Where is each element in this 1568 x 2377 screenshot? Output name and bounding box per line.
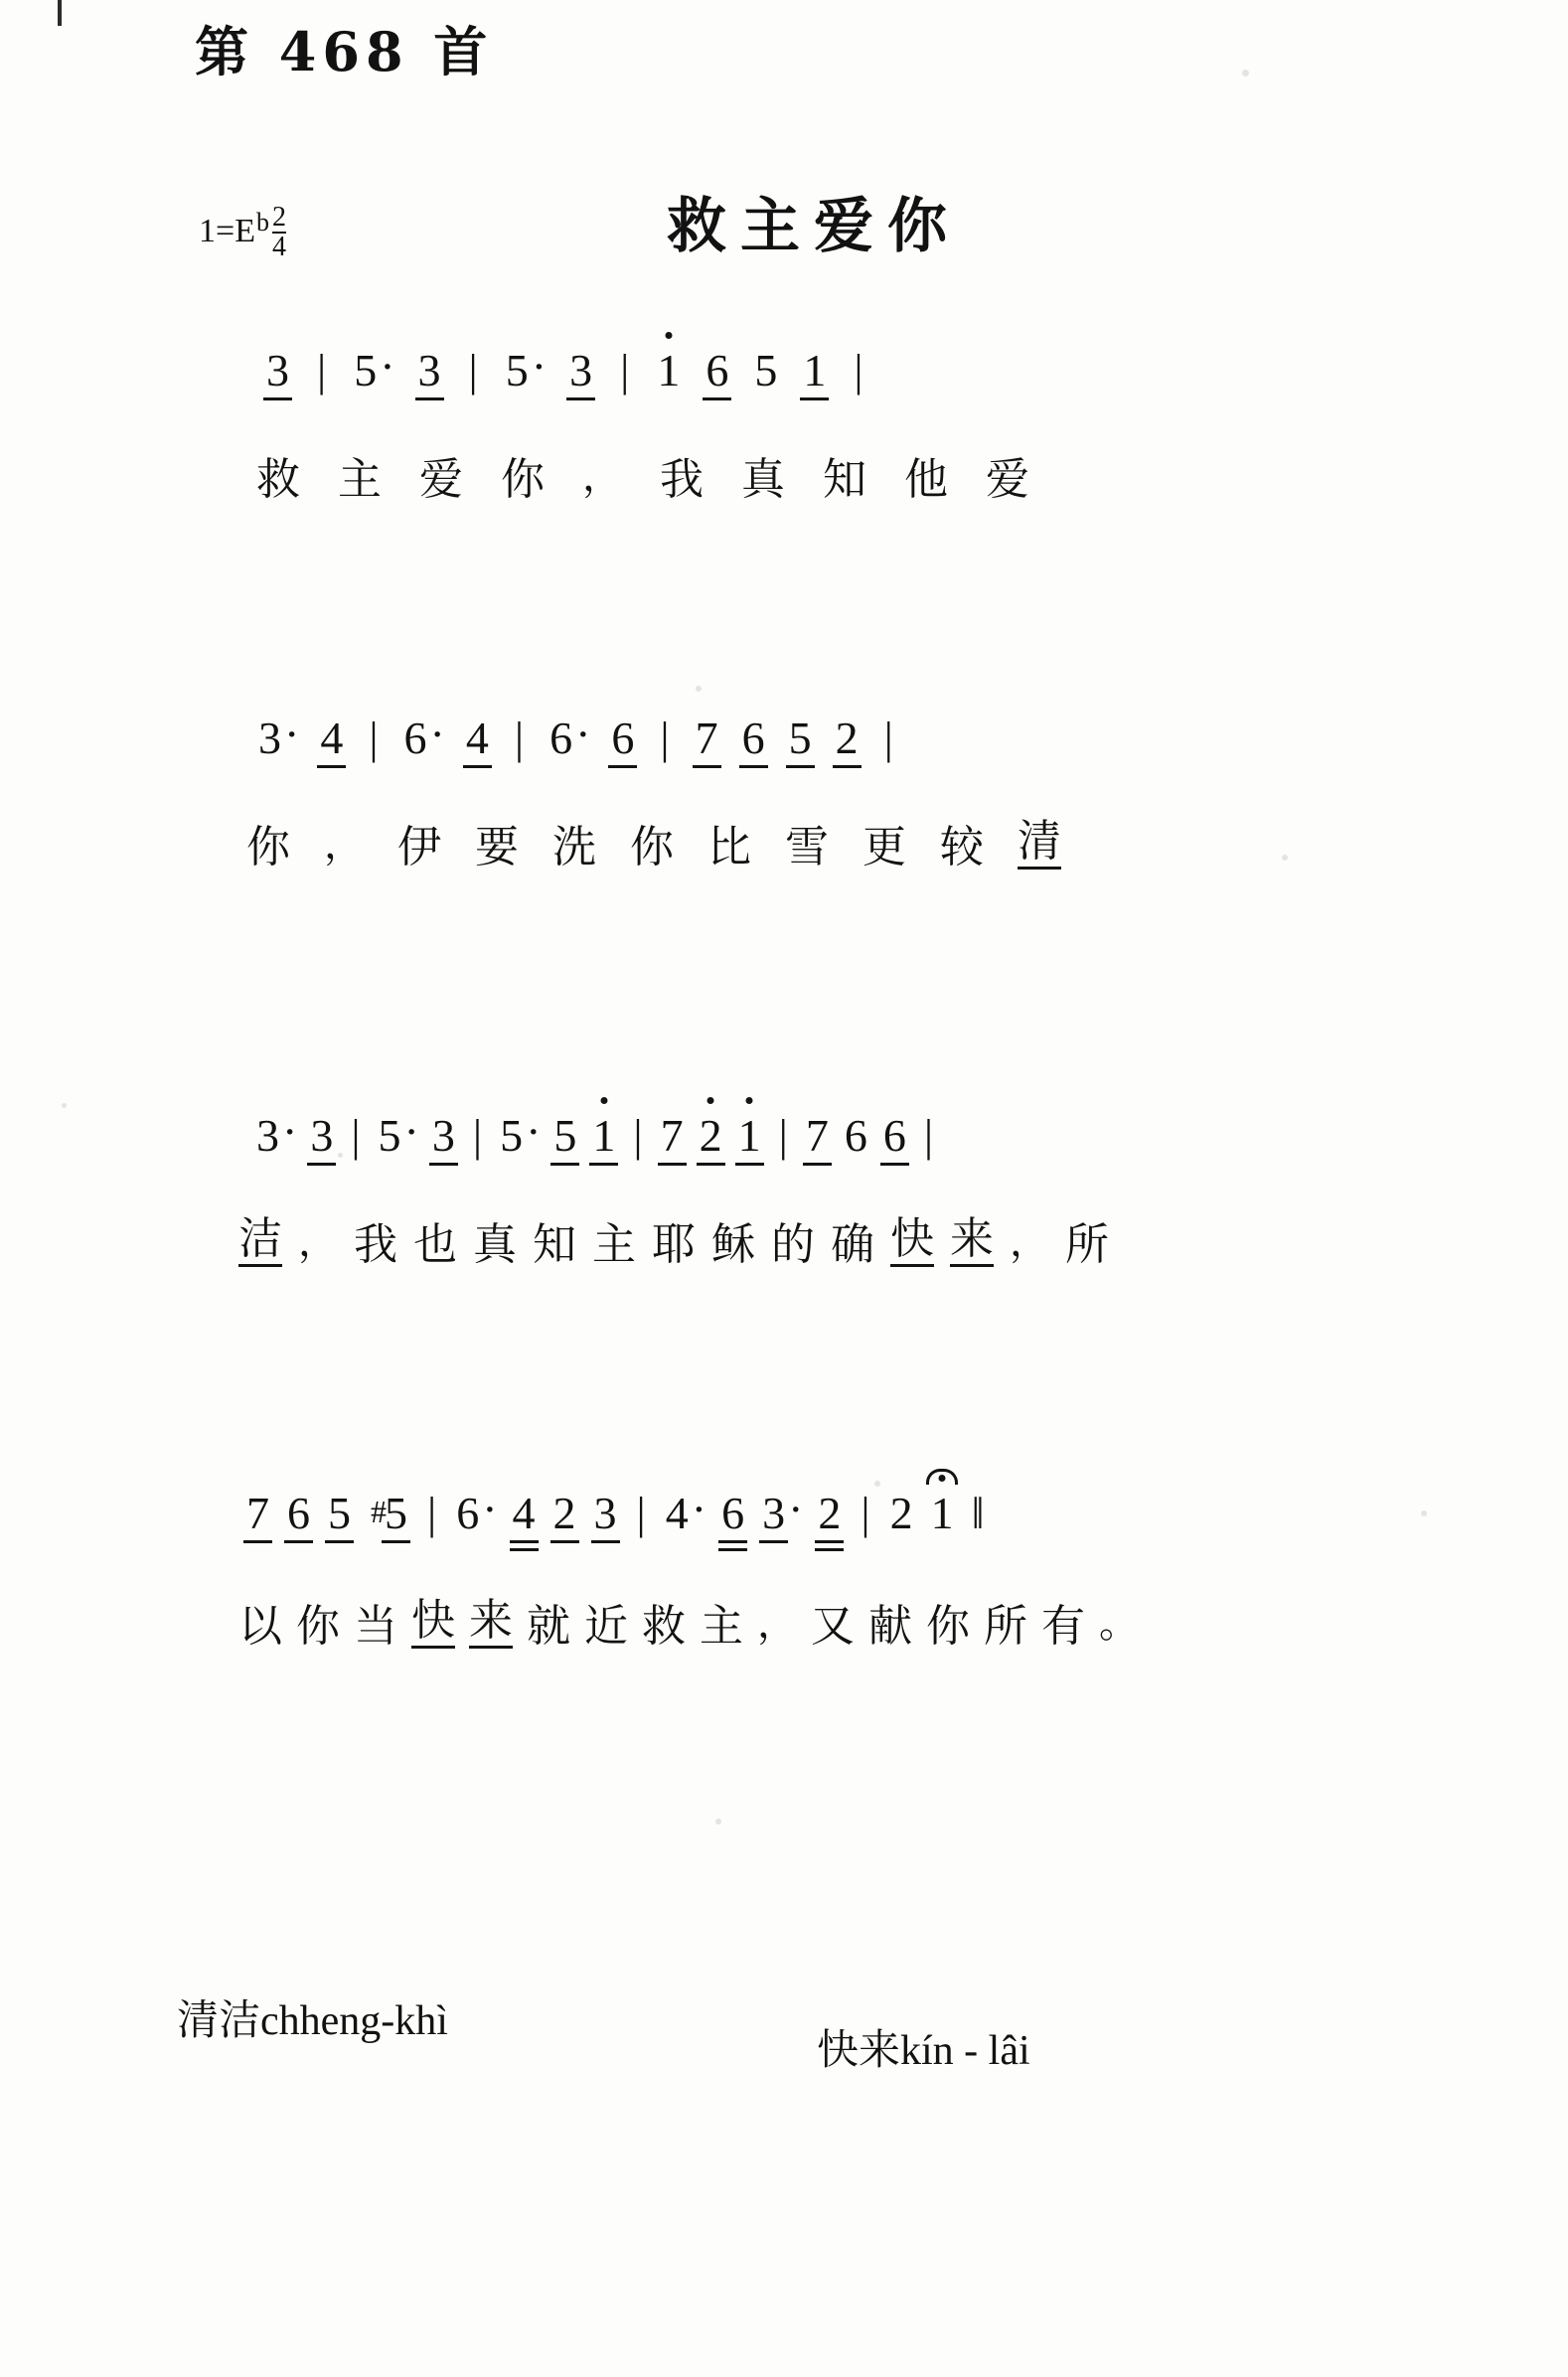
lyric-character: 雪	[785, 822, 829, 872]
lyric-character: 快	[411, 1599, 455, 1649]
lyric-character: 主	[592, 1219, 636, 1270]
barline: |	[636, 1488, 646, 1538]
barline: |	[620, 345, 630, 396]
note-digit: 1	[737, 1110, 761, 1161]
barline: |	[472, 1110, 483, 1161]
lyric-character: 当	[354, 1601, 397, 1652]
lyrics-row	[0, 1210, 1568, 1270]
note-5	[328, 1488, 351, 1538]
scan-speck	[1242, 70, 1249, 77]
lyric-character: 耶	[652, 1219, 696, 1270]
note-3	[569, 345, 593, 396]
lyric-character: 就	[527, 1601, 570, 1652]
lyric-character: 主	[338, 454, 382, 505]
barline: |	[633, 1110, 643, 1161]
lyric-character: 的	[771, 1219, 815, 1270]
lyric-character: 爱	[419, 454, 463, 505]
note-7	[696, 715, 718, 761]
barline: |	[427, 1488, 437, 1538]
note-digit: 4	[465, 713, 489, 763]
note-5	[378, 1110, 416, 1161]
lyric-character: 他	[904, 454, 948, 505]
lyric-character: 救	[642, 1601, 686, 1652]
lyric-character: 真	[473, 1219, 517, 1270]
note-digit: 4	[320, 713, 344, 763]
note-digit: 1	[657, 345, 681, 396]
music-system-3	[0, 1110, 1568, 1270]
lyric-character: 稣	[711, 1219, 755, 1270]
note-6	[882, 1110, 906, 1161]
lyric-character: 真	[741, 454, 785, 505]
lyric-character: 较	[940, 822, 984, 872]
note-3	[417, 345, 441, 396]
note-digit: 5	[754, 345, 778, 396]
lyric-character: 献	[868, 1601, 912, 1652]
footnote-1-romanization: chheng-khì	[260, 1998, 448, 2044]
meter-numerator: 2	[271, 202, 286, 233]
note-5	[754, 345, 778, 396]
footnote-2-hanzi: 快来	[817, 2025, 901, 2074]
scan-edge-mark	[58, 0, 62, 26]
barline: |	[660, 713, 670, 763]
note-digit: 5	[328, 1488, 351, 1538]
lyric-character: 来	[469, 1599, 513, 1649]
notation-row	[0, 1110, 1568, 1161]
lyric-character: 洗	[552, 822, 596, 872]
note-2	[699, 1110, 722, 1161]
note-3	[266, 345, 289, 396]
lyric-character: 也	[413, 1219, 457, 1270]
note-6	[844, 1110, 867, 1161]
note-6	[721, 1488, 745, 1538]
lyric-character: 你	[501, 454, 545, 505]
key-prefix: 1=	[199, 213, 235, 250]
fermata-icon	[930, 1488, 954, 1538]
note-6	[456, 1488, 494, 1538]
note-digit: 2	[552, 1488, 576, 1538]
note-digit: 4	[665, 1488, 689, 1538]
note-digit: 6	[456, 1488, 480, 1538]
note-5	[789, 715, 812, 761]
note-digit: 6	[844, 1110, 867, 1161]
page-title: 救主爱你	[667, 192, 961, 261]
note-3	[762, 1488, 800, 1538]
note-7	[660, 1110, 684, 1161]
lyric-punctuation: 。	[1099, 1601, 1139, 1647]
scan-speck	[62, 1103, 67, 1108]
double-barline: ‖	[971, 1488, 979, 1538]
lyric-character: 又	[811, 1601, 855, 1652]
note-digit: 3	[762, 1488, 786, 1538]
lyric-character: 所	[1065, 1219, 1109, 1270]
lyric-character: 爱	[986, 454, 1029, 505]
lyric-character: 主	[700, 1601, 743, 1652]
note-digit: 5	[378, 1110, 401, 1161]
note-digit: 2	[818, 1488, 842, 1538]
lyric-character: 我	[354, 1219, 397, 1270]
note-6	[549, 715, 587, 761]
footnote-2-romanization: kín - lâi	[900, 2028, 1030, 2074]
note-digit: 6	[549, 713, 573, 763]
note-2	[889, 1488, 913, 1538]
lyric-character: 要	[475, 822, 519, 872]
lyric-character: 你	[246, 822, 290, 872]
notation-row	[0, 1488, 1568, 1538]
lyric-character: 近	[584, 1601, 628, 1652]
note-4	[320, 715, 343, 761]
key-note: E	[235, 213, 255, 250]
barline: |	[351, 1110, 361, 1161]
music-system-1	[0, 345, 1568, 505]
music-system-4	[0, 1488, 1568, 1652]
scan-speck	[696, 686, 702, 692]
lyric-punctuation: ，	[1010, 1219, 1049, 1265]
note-4	[665, 1488, 704, 1538]
note-5	[354, 345, 392, 396]
note-5	[553, 1110, 577, 1161]
lyric-character: 你	[630, 822, 674, 872]
note-digit: 7	[695, 713, 718, 763]
lyric-character: 更	[862, 822, 906, 872]
note-4	[466, 715, 489, 761]
music-system-2	[0, 715, 1568, 870]
note-7	[805, 1110, 829, 1161]
note-3	[258, 715, 296, 761]
note-5	[369, 1488, 407, 1538]
barline: |	[923, 1110, 934, 1161]
note-digit: 5	[385, 1488, 407, 1538]
lyric-character: 快	[890, 1217, 934, 1267]
note-5	[500, 1110, 538, 1161]
barline: |	[369, 713, 379, 763]
barline: |	[854, 345, 863, 396]
note-2	[836, 715, 859, 761]
note-1	[737, 1110, 761, 1161]
lyrics-row	[0, 1592, 1568, 1652]
lyric-punctuation: ，	[324, 822, 364, 868]
note-3	[431, 1110, 455, 1161]
lyric-character: 比	[707, 822, 751, 872]
note-3	[593, 1488, 617, 1538]
lyric-character: 洁	[238, 1217, 282, 1267]
note-digit: 6	[882, 1110, 906, 1161]
note-digit: 3	[258, 713, 281, 763]
note-digit: 5	[553, 1110, 577, 1161]
note-digit: 3	[569, 345, 593, 396]
note-digit: 5	[505, 345, 529, 396]
footnote-2	[817, 2017, 1030, 2077]
barline: |	[514, 713, 525, 763]
note-digit: 1	[803, 345, 827, 396]
note-digit: 2	[889, 1488, 913, 1538]
lyric-character: 伊	[397, 822, 441, 872]
note-digit: 3	[266, 345, 289, 396]
lyric-punctuation: ，	[582, 454, 622, 500]
lyric-punctuation: ，	[298, 1219, 338, 1265]
note-1	[592, 1110, 616, 1161]
note-digit: 3	[431, 1110, 455, 1161]
note-2	[818, 1488, 842, 1538]
lyric-character: 你	[296, 1601, 340, 1652]
note-digit: 3	[310, 1110, 334, 1161]
lyric-punctuation: ，	[757, 1601, 797, 1647]
scan-speck	[874, 1481, 880, 1487]
note-digit: 5	[354, 345, 378, 396]
lyric-character: 以	[238, 1601, 282, 1652]
note-digit: 2	[835, 713, 859, 763]
barline: |	[317, 345, 327, 396]
key-accidental: b	[255, 208, 269, 238]
note-digit: 6	[741, 713, 765, 763]
sharp-accidental: #	[371, 1494, 387, 1529]
note-digit: 2	[699, 1110, 722, 1161]
note-digit: 7	[660, 1110, 684, 1161]
note-digit: 6	[706, 345, 729, 396]
notation-row	[0, 715, 1568, 761]
note-digit: 6	[611, 713, 635, 763]
notation-row	[0, 345, 1568, 396]
lyric-character: 来	[950, 1217, 994, 1267]
note-digit: 7	[805, 1110, 829, 1161]
note-digit: 6	[403, 713, 427, 763]
lyric-character: 有	[1041, 1601, 1085, 1652]
note-digit: 3	[593, 1488, 617, 1538]
footnote-1	[177, 1987, 448, 2047]
lyric-character: 救	[256, 454, 300, 505]
note-3	[256, 1110, 294, 1161]
lyric-character: 所	[984, 1601, 1027, 1652]
note-digit: 5	[788, 713, 812, 763]
barline: |	[861, 1488, 870, 1538]
note-2	[552, 1488, 576, 1538]
hymn-number: 第 468 首	[195, 20, 494, 83]
scan-speck	[715, 1819, 721, 1824]
barline: |	[468, 345, 478, 396]
lyrics-row	[0, 813, 1568, 870]
barline: |	[778, 1110, 788, 1161]
lyric-character: 你	[926, 1601, 970, 1652]
note-1	[930, 1488, 954, 1538]
barline: |	[883, 713, 893, 763]
note-digit: 1	[930, 1488, 954, 1538]
note-6	[706, 345, 729, 396]
note-6	[287, 1488, 310, 1538]
note-1	[803, 345, 827, 396]
note-1	[657, 345, 681, 396]
note-digit: 3	[417, 345, 441, 396]
note-6	[611, 715, 634, 761]
note-4	[512, 1488, 536, 1538]
note-digit: 5	[500, 1110, 524, 1161]
lyric-character: 确	[831, 1219, 874, 1270]
note-3	[310, 1110, 334, 1161]
note-6	[404, 715, 442, 761]
lyric-character: 知	[823, 454, 866, 505]
note-digit: 7	[246, 1488, 269, 1538]
note-6	[742, 715, 765, 761]
lyric-character: 清	[1018, 820, 1061, 870]
note-digit: 6	[287, 1488, 310, 1538]
note-digit: 3	[256, 1110, 279, 1161]
note-digit: 1	[592, 1110, 616, 1161]
lyrics-row	[0, 445, 1568, 505]
meter-denominator: 4	[271, 231, 286, 262]
note-digit: 4	[512, 1488, 536, 1538]
note-5	[505, 345, 544, 396]
footnote-1-hanzi: 清洁	[177, 1995, 261, 2044]
lyric-character: 我	[660, 454, 704, 505]
note-digit: 6	[721, 1488, 745, 1538]
note-7	[246, 1488, 269, 1538]
lyric-character: 知	[533, 1219, 576, 1270]
